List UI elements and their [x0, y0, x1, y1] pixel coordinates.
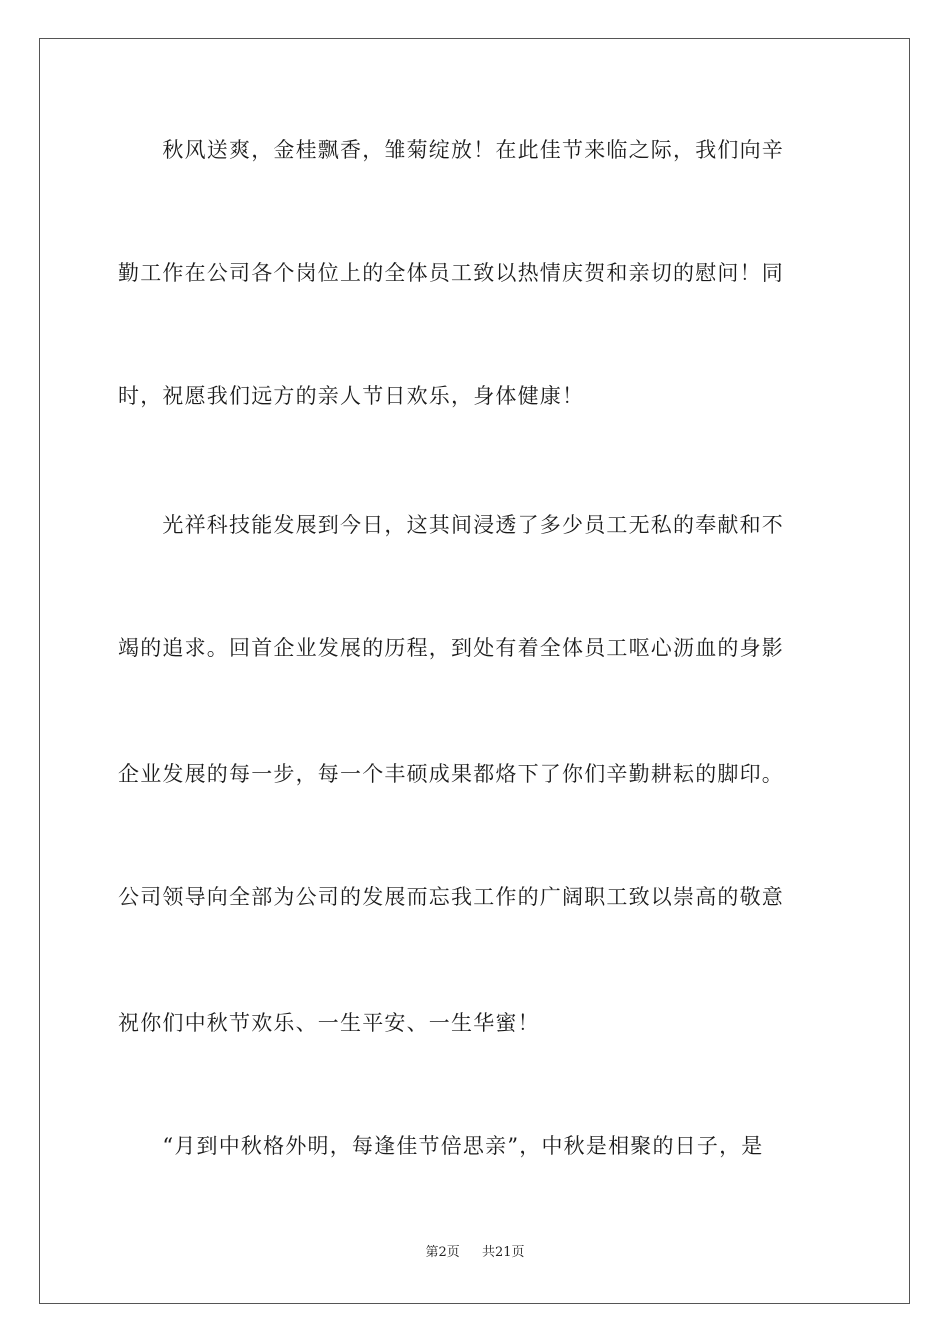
text-line: “月到中秋格外明，每逢佳节倍思亲”，中秋是相聚的日子，是 [118, 1134, 764, 1158]
page-footer [0, 1244, 950, 1262]
text-line: 光祥科技能发展到今日，这其间浸透了多少员工无私的奉献和不 [118, 513, 784, 537]
text-line: 企业发展的每一步，每一个丰硕成果都烙下了你们辛勤耕耘的脚印。 [118, 762, 784, 786]
text-line: 时，祝愿我们远方的亲人节日欢乐，身体健康！ [118, 384, 585, 408]
text-line: 秋风送爽，金桂飘香，雏菊绽放！在此佳节来临之际，我们向辛 [118, 138, 784, 162]
page-number: 第2页 [425, 1245, 460, 1260]
text-line: 公司领导向全部为公司的发展而忘我工作的广阔职工致以崇高的敬意 [118, 885, 784, 909]
text-line: 竭的追求。回首企业发展的历程，到处有着全体员工呕心沥血的身影 [118, 636, 784, 660]
page-border [39, 38, 910, 1304]
text-line: 祝你们中秋节欢乐、一生平安、一生华蜜！ [118, 1011, 540, 1035]
text-line: 勤工作在公司各个岗位上的全体员工致以热情庆贺和亲切的慰问！同 [118, 261, 784, 285]
page-total: 共21页 [482, 1245, 525, 1260]
